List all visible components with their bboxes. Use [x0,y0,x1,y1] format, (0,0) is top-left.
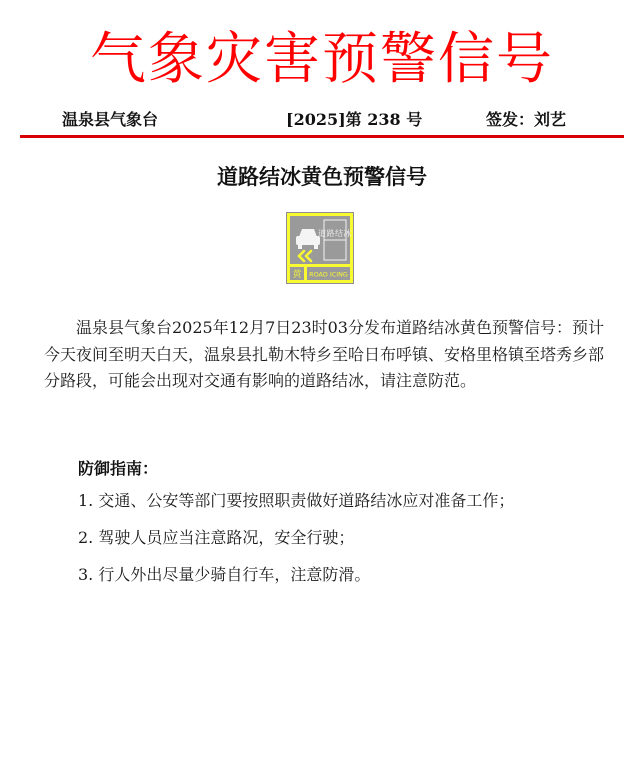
document-title: 道路结冰黄色预警信号 [217,165,427,189]
document-number: [2025]第 238 号 [286,110,423,129]
warning-body-text: 温泉县气象台2025年12月7日23时03分发布道路结冰黄色预警信号：预计今天夜间至明天白天，温泉县扎勒木特乡至哈日布呼镇、安格里格镇至塔秀乡部分路段，可能会出现对交通有影响的道路结冰，请注意防范。 [44,318,605,390]
defense-guide-list [78,488,618,599]
header-divider [20,135,624,138]
guide-item: 3. 行人外出尽量少骑自行车，注意防滑。 [78,565,371,584]
issuer-name: 温泉县气象台 [62,110,159,129]
icon-label-cn: 道路结冰 [318,229,352,238]
guide-item: 1. 交通、公安等部门要按照职责做好道路结冰应对准备工作； [78,491,515,510]
masthead-title: 气象灾害预警信号 [90,27,554,92]
guide-item: 2. 驾驶人员应当注意路况，安全行驶； [78,528,355,547]
signer: 签发：刘艺 [486,110,567,129]
icon-label-yellow: 黄 [292,270,302,280]
road-icing-yellow-warning-icon [286,212,354,284]
defense-guide-heading: 防御指南： [78,459,159,478]
icon-label-en: ROAD ICING [309,270,348,279]
